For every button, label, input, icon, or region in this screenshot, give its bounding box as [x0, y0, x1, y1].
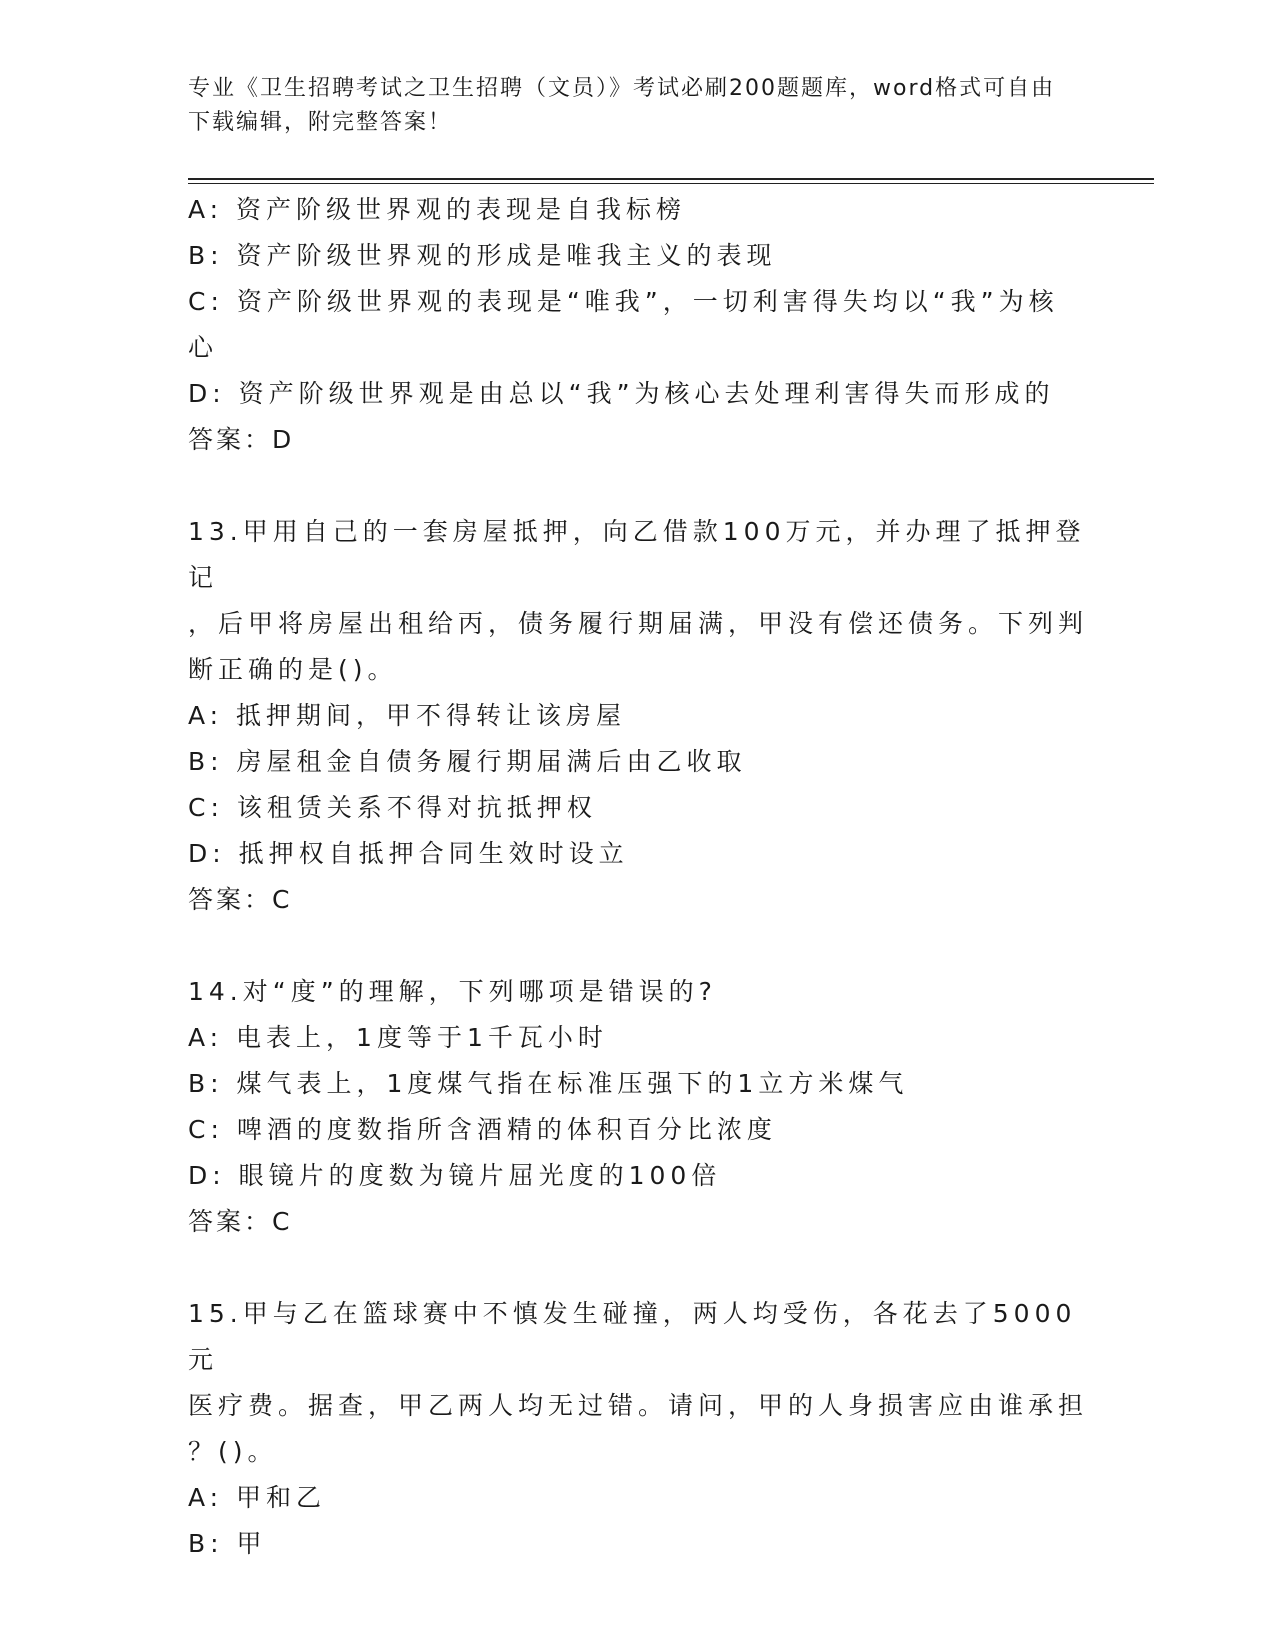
- question-stem-line: ，后甲将房屋出租给丙，债务履行期届满，甲没有偿还债务。下列判: [188, 609, 1089, 638]
- option-a: A: 电表上，1度等于1千瓦小时: [188, 1023, 608, 1052]
- answer: 答案：D: [188, 425, 295, 454]
- option-b: B: 甲: [188, 1529, 267, 1558]
- answer: 答案：C: [188, 1207, 293, 1236]
- option-c: C: 资产阶级世界观的表现是“唯我”，一切利害得失均以“我”为核: [188, 287, 1059, 316]
- option-b: B: 房屋租金自债务履行期届满后由乙收取: [188, 747, 747, 776]
- question-stem-line: 医疗费。据查，甲乙两人均无过错。请问，甲的人身损害应由谁承担: [188, 1391, 1089, 1420]
- question-block-12: [188, 187, 1088, 463]
- question-stem-line: 15.甲与乙在篮球赛中不慎发生碰撞，两人均受伤，各花去了5000元: [188, 1299, 1077, 1374]
- spacer: [188, 923, 1088, 969]
- option-d: D: 抵押权自抵押合同生效时设立: [188, 839, 629, 868]
- question-stem-line: 14.对“度”的理解，下列哪项是错误的?: [188, 977, 717, 1006]
- option-c: C: 啤酒的度数指所含酒精的体积百分比浓度: [188, 1115, 777, 1144]
- question-block-14: [188, 969, 1088, 1245]
- header-divider-thick: [188, 178, 1154, 180]
- document-body: [188, 187, 1088, 1567]
- option-a: A: 抵押期间，甲不得转让该房屋: [188, 701, 627, 730]
- option-a: A: 甲和乙: [188, 1483, 327, 1512]
- header-divider-thin: [188, 183, 1154, 184]
- question-stem-line: 断正确的是()。: [188, 655, 398, 684]
- option-a: A: 资产阶级世界观的表现是自我标榜: [188, 195, 687, 224]
- spacer: [188, 463, 1088, 509]
- question-block-15: [188, 1291, 1088, 1567]
- option-d: D: 资产阶级世界观是由总以“我”为核心去处理利害得失而形成的: [188, 379, 1055, 408]
- option-b: B: 煤气表上，1度煤气指在标准压强下的1立方米煤气: [188, 1069, 909, 1098]
- question-block-13: [188, 509, 1088, 923]
- option-c: C: 该租赁关系不得对抗抵押权: [188, 793, 597, 822]
- answer: 答案：C: [188, 885, 293, 914]
- option-d: D: 眼镜片的度数为镜片屈光度的100倍: [188, 1161, 722, 1190]
- option-b: B: 资产阶级世界观的形成是唯我主义的表现: [188, 241, 777, 270]
- page-title: 专业《卫生招聘考试之卫生招聘（文员）》考试必刷200题题库，word格式可自由下载编辑，附完整答案！: [188, 76, 1056, 135]
- question-stem-line: 13.甲用自己的一套房屋抵押，向乙借款100万元，并办理了抵押登记: [188, 517, 1086, 592]
- option-c-continued: 心: [188, 333, 219, 362]
- question-stem-line: ？()。: [188, 1437, 278, 1466]
- spacer: [188, 1245, 1088, 1291]
